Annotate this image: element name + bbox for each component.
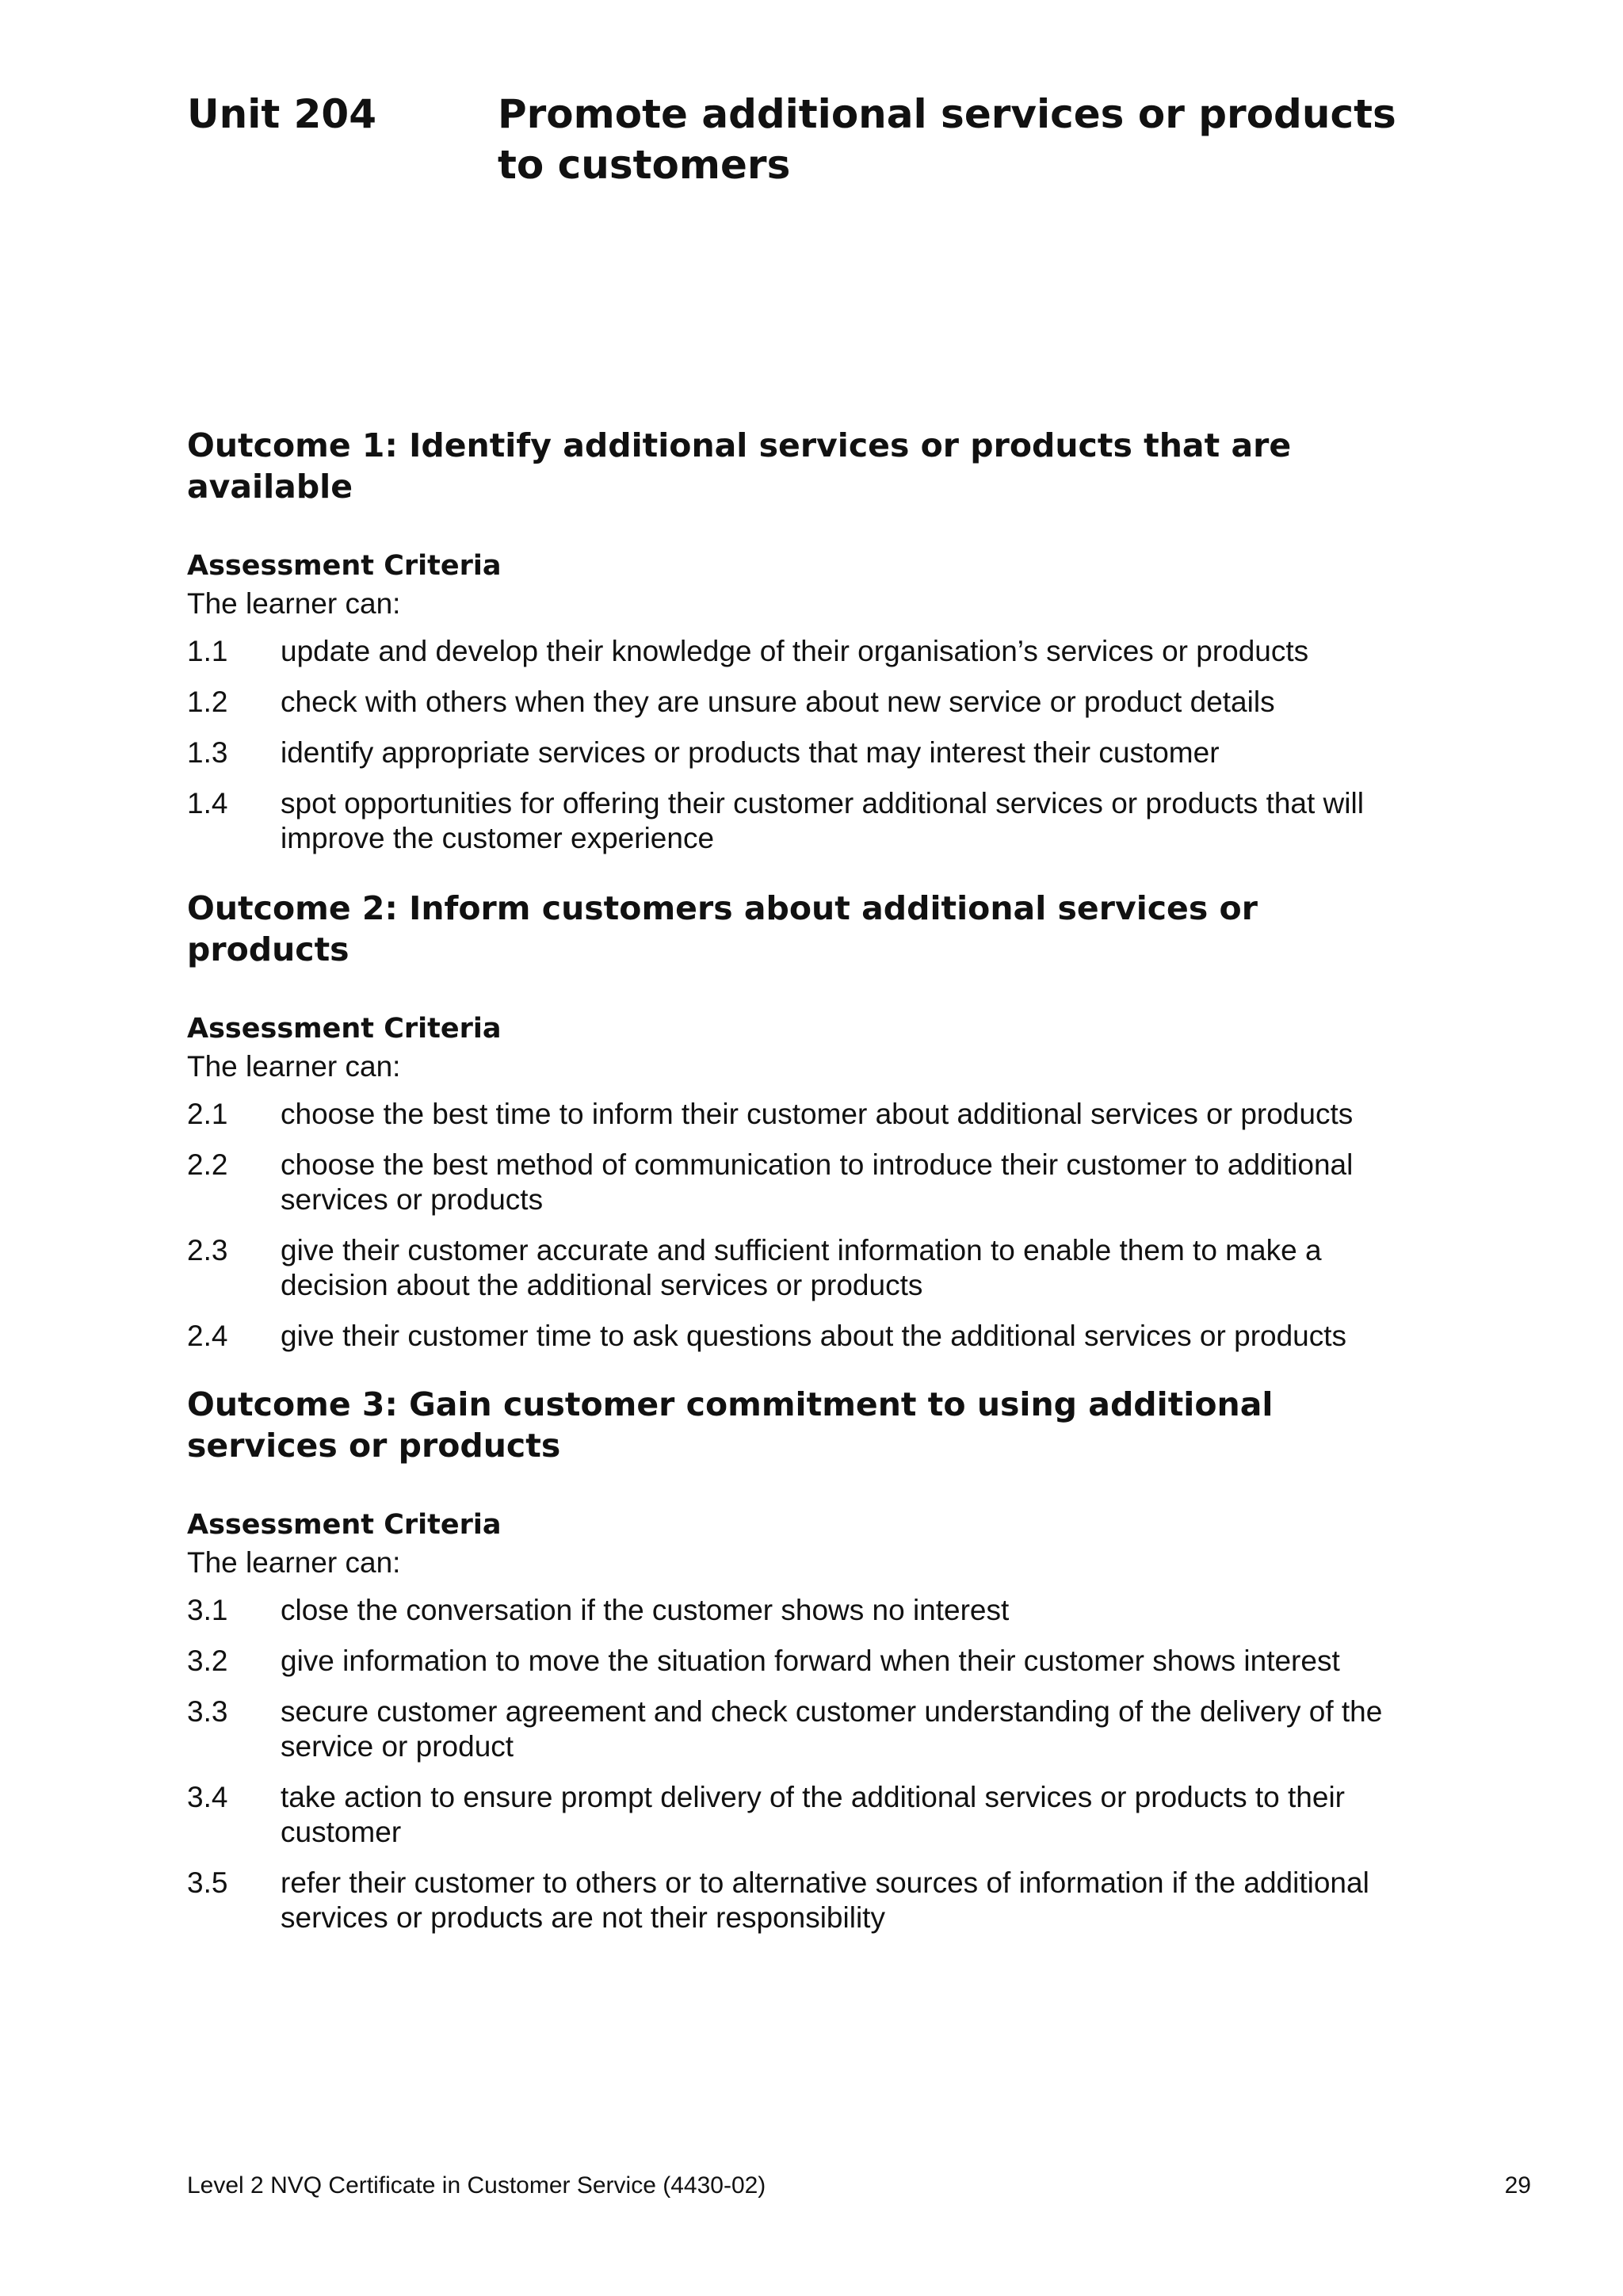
criterion-text: check with others when they are unsure about new service or product details: [281, 686, 1275, 718]
page-number: 29: [1504, 2172, 1531, 2199]
criterion-text: give information to move the situation forward when their customer shows interest: [281, 1645, 1340, 1677]
assessment-criteria-heading: Assessment Criteria: [187, 1509, 502, 1541]
criterion-number: 1.1: [187, 635, 228, 667]
criterion-item: [187, 1780, 1423, 1850]
criterion-item: [187, 1866, 1423, 1935]
criterion-item: [187, 1644, 1423, 1679]
assessment-criteria-heading: Assessment Criteria: [187, 1013, 502, 1045]
criterion-item: [187, 786, 1423, 856]
unit-number: Unit 204: [187, 91, 377, 137]
learner-intro: The learner can:: [187, 1050, 401, 1083]
criterion-text: give their customer accurate and sufficient information to enable them to make a decision about the additional services or products: [281, 1234, 1322, 1301]
criterion-text: choose the best time to inform their customer about additional services or products: [281, 1098, 1354, 1130]
criterion-number: 3.5: [187, 1866, 228, 1899]
outcome-title: Outcome 1: Identify additional services or products that are available: [187, 426, 1292, 506]
criteria-list: [187, 1097, 1423, 1354]
criteria-list: [187, 1593, 1423, 1935]
assessment-criteria-heading: Assessment Criteria: [187, 550, 502, 582]
criterion-text: choose the best method of communication to introduce their customer to additional services or products: [281, 1148, 1354, 1216]
criteria-list: [187, 634, 1423, 856]
learner-intro: The learner can:: [187, 1546, 401, 1579]
criterion-number: 1.4: [187, 787, 228, 819]
criterion-text: secure customer agreement and check customer understanding of the delivery of the service or product: [281, 1695, 1383, 1763]
criterion-item: [187, 1593, 1423, 1628]
criterion-number: 2.4: [187, 1320, 228, 1352]
criterion-number: 2.3: [187, 1234, 228, 1266]
criterion-number: 3.4: [187, 1781, 228, 1813]
criterion-item: [187, 1319, 1423, 1354]
criterion-number: 3.3: [187, 1695, 228, 1728]
outcome-title: Outcome 2: Inform customers about additional services or products: [187, 889, 1258, 968]
criterion-number: 3.2: [187, 1645, 228, 1677]
footer-document-title: Level 2 NVQ Certificate in Customer Service (4430-02): [187, 2172, 766, 2199]
criterion-item: [187, 735, 1423, 770]
criterion-text: refer their customer to others or to alternative sources of information if the additional services or products are not their responsibility: [281, 1866, 1369, 1934]
criterion-item: [187, 685, 1423, 720]
criterion-text: give their customer time to ask questions about the additional services or products: [281, 1320, 1347, 1352]
criterion-text: close the conversation if the customer shows no interest: [281, 1594, 1010, 1626]
learner-intro: The learner can:: [187, 587, 401, 620]
criterion-number: 2.1: [187, 1098, 228, 1130]
criterion-text: update and develop their knowledge of their organisation’s services or products: [281, 635, 1309, 667]
criterion-item: [187, 1694, 1423, 1764]
outcome-3-section: [187, 1384, 1423, 1951]
unit-title: Promote additional services or products to customers: [498, 91, 1396, 188]
criterion-item: [187, 1097, 1423, 1132]
criterion-number: 1.3: [187, 736, 228, 769]
criterion-text: spot opportunities for offering their customer additional services or products that will improve the customer experience: [281, 787, 1364, 854]
criterion-text: identify appropriate services or products that may interest their customer: [281, 736, 1220, 769]
criterion-text: take action to ensure prompt delivery of the additional services or products to their customer: [281, 1781, 1345, 1848]
criterion-item: [187, 634, 1423, 669]
criterion-number: 1.2: [187, 686, 228, 718]
criterion-number: 3.1: [187, 1594, 228, 1626]
criterion-item: [187, 1233, 1423, 1303]
criterion-item: [187, 1148, 1423, 1217]
outcome-2-section: [187, 888, 1423, 1370]
outcome-1-section: [187, 425, 1423, 872]
criterion-number: 2.2: [187, 1148, 228, 1181]
outcome-title: Outcome 3: Gain customer commitment to using additional services or products: [187, 1385, 1274, 1465]
